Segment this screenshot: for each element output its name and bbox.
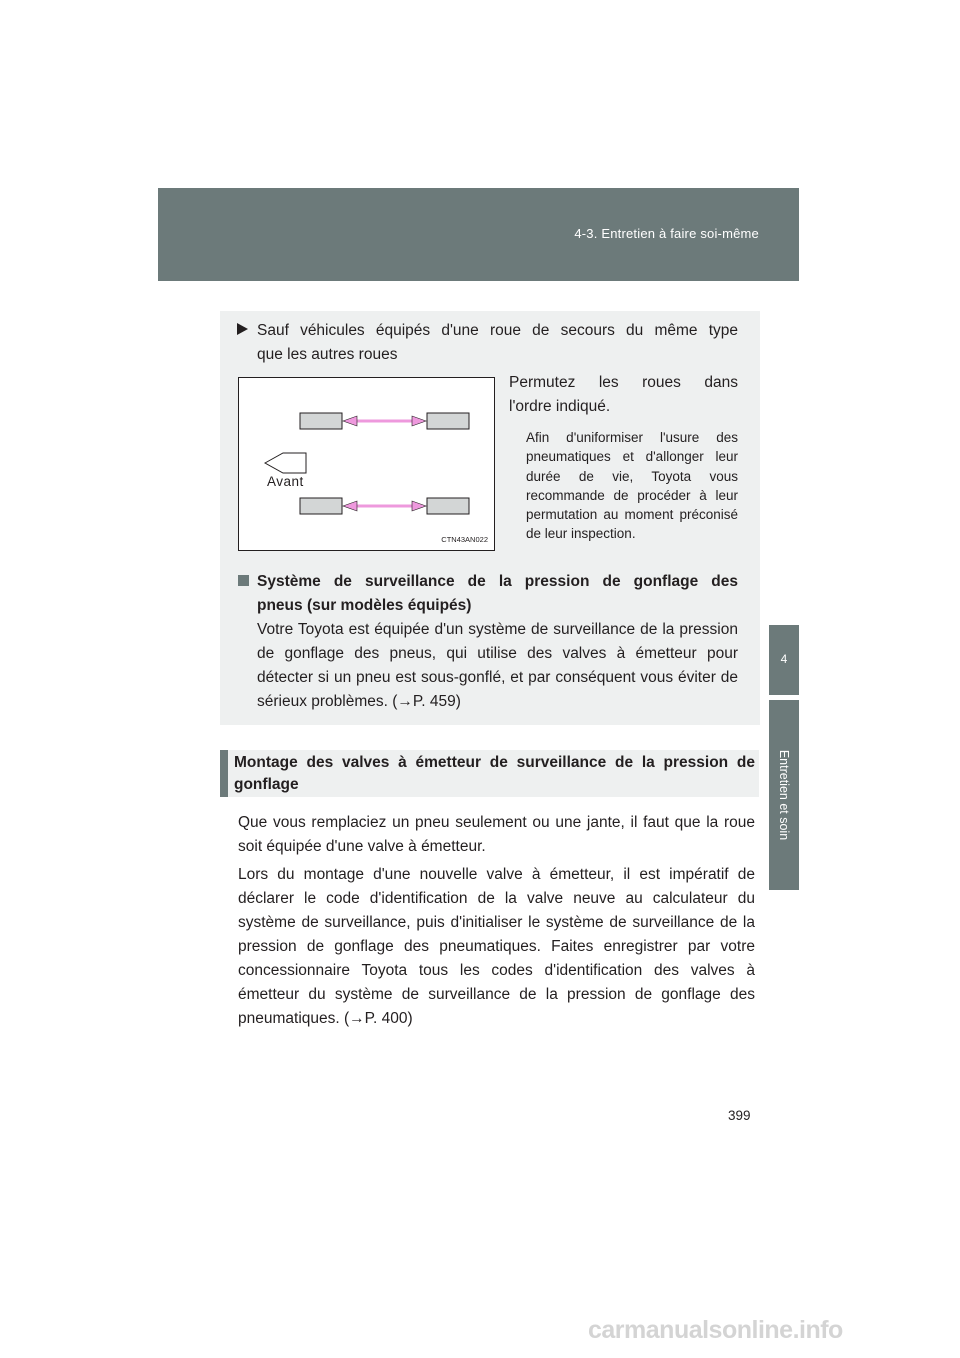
watermark: carmanualsonline.info	[588, 1316, 843, 1344]
bullet2-title-line2: pneus (sur modèles équipés)	[257, 597, 472, 614]
bullet1-line2: que les autres roues	[257, 346, 398, 363]
bullet2-title-line1: Système de surveillance de la pression de gonflage des	[257, 573, 738, 590]
rotate-instruction-line1: Permutez les roues dans	[509, 374, 738, 391]
front-right-tire	[300, 498, 342, 514]
front-direction-arrow-icon	[265, 453, 306, 473]
square-bullet-icon	[238, 575, 249, 586]
chapter-tab	[769, 700, 799, 890]
rear-right-tire	[427, 498, 469, 514]
figure-code: CTN43AN022	[441, 535, 488, 544]
section-heading	[220, 750, 759, 797]
paragraph-2: Lors du montage d'une nouvelle valve à émetteur, il est impératif de déclarer le code d'identification de la valve neuve au calculateur du système de surveillance, puis d'initialiser le système de surveillance de la pression de gonflage des pneumatiques. Faites enregistrer par votre concessionnaire Toyota tous les codes d'identification des valves à émetteur du système de surveillance de la pression de gonflage des pneumatiques. (→P. 400)	[238, 866, 755, 1027]
chapter-number: 4	[780, 652, 788, 666]
rotate-instruction-line2: l'ordre indiqué.	[509, 398, 611, 415]
rotation-drawing	[239, 378, 496, 552]
rear-left-tire	[427, 413, 469, 429]
heading-accent-bar	[220, 750, 228, 797]
front-left-tire	[300, 413, 342, 429]
header-band	[158, 188, 799, 281]
bottom-swap-arrow	[343, 501, 426, 511]
top-swap-arrow	[343, 416, 426, 426]
triangle-bullet-icon	[237, 323, 248, 335]
bullet2-body: Votre Toyota est équipée d'un système de surveillance de la pression de gonflage des pneus, qui utilise des valves à émetteur pour détecter si un pneu est sous-gonflé, et par conséquent vous éviter de sérieux problèmes. (→P. 459)	[257, 621, 738, 710]
chapter-number-tab	[769, 625, 799, 695]
paragraph-1: Que vous remplaciez un pneu seulement ou une jante, il faut que la roue soit équipée d'une valve à émetteur.	[238, 814, 755, 855]
page-number: 399	[728, 1108, 751, 1123]
section-heading-text: Montage des valves à émetteur de surveillance de la pression de gonflage	[234, 754, 755, 793]
chapter-title: Entretien et soin	[777, 749, 791, 841]
front-label: Avant	[267, 474, 304, 489]
section-title: 4-3. Entretien à faire soi-même	[574, 226, 759, 241]
rotate-note: Afin d'uniformiser l'usure des pneumatiques et d'allonger leur durée de vie, Toyota vous recommande de procéder à leur permutation au moment préconisé de leur inspection.	[526, 430, 738, 542]
tire-rotation-diagram	[238, 377, 495, 551]
bullet1-line1: Sauf véhicules équipés d'une roue de secours du même type	[257, 322, 738, 339]
